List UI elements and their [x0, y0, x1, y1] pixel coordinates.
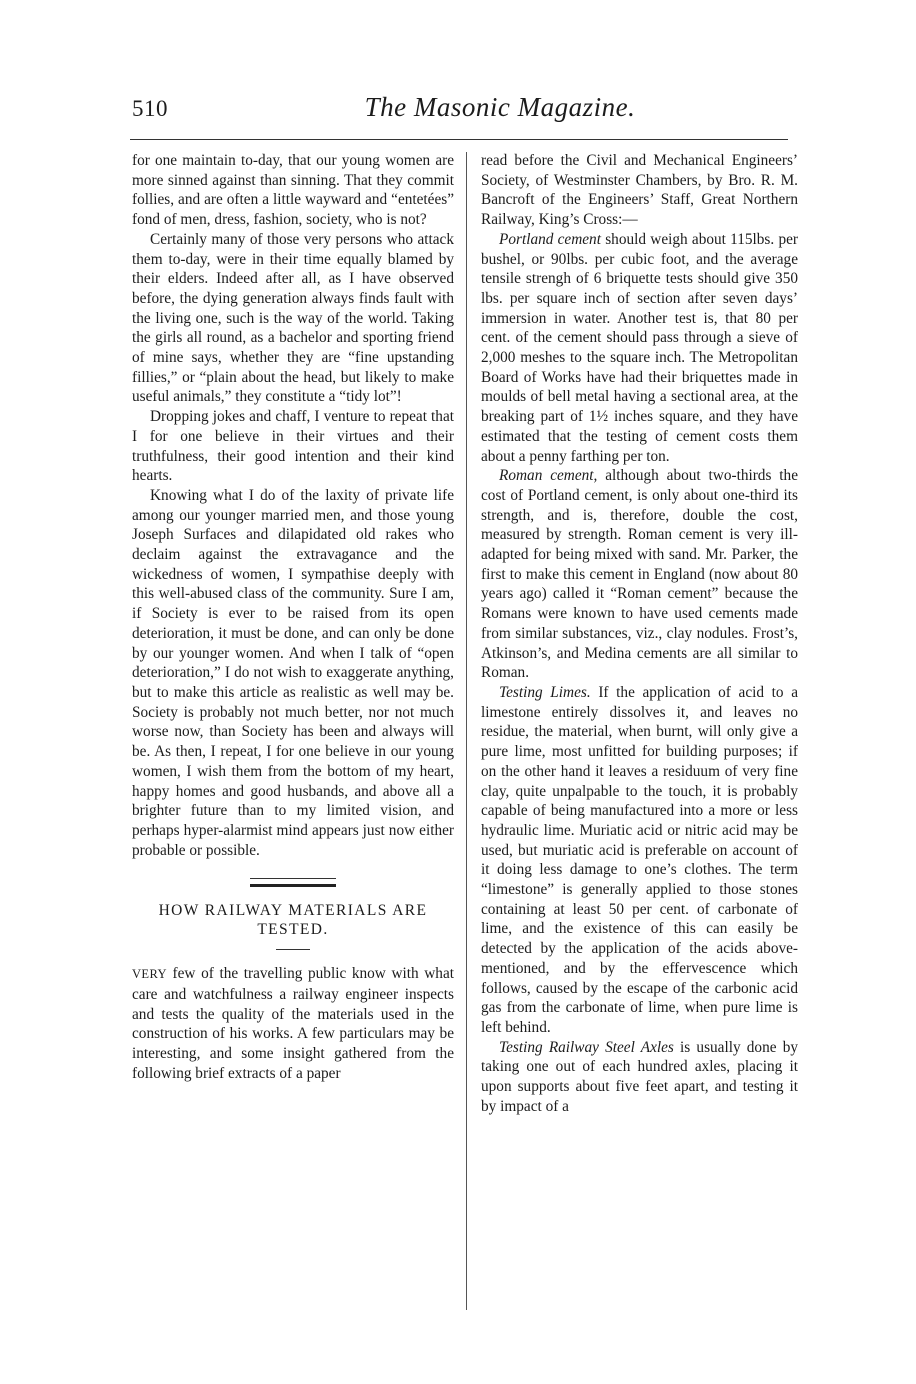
- paragraph: [481, 1038, 798, 1117]
- paragraph: [132, 964, 454, 1083]
- paragraph: [481, 683, 798, 1038]
- paragraph: [481, 466, 798, 683]
- lead-word: VERY: [132, 967, 167, 982]
- title-rule: [276, 949, 310, 950]
- left-column: [132, 151, 454, 1084]
- page-number: 510: [132, 96, 168, 121]
- column-divider: [466, 152, 467, 1310]
- paragraph-text: should weigh about 115lbs. per bushel, or 90lbs. per cubic foot, and the average tensile strengh of 6 briquette tests should give 350 lbs. per square inch of section after seven days’ immersion in water. Another test is, that 80 per cent. of the cement should pass through a sieve of 2,000 meshes to the square inch. The Metropolitan Board of Works have had their briquettes made in moulds of bell metal having a sectional area, at the breaking part of 1½ inches square, and they have estimated that the testing of cement costs them about a penny farthing per ton.: [481, 230, 799, 465]
- ornamental-divider: [250, 878, 336, 887]
- paragraph-text: few of the travelling public know with what care and watchfulness a railway engineer inspects and tests the quality of the materials used in the construction of his works. A few particulars may be interesting, and some insight gathered from the following brief extracts of a paper: [132, 965, 454, 1082]
- paragraph: Certainly many of those very persons who attack them to-day, were in their time equally blamed by their elders. Indeed after all, as I have observed before, the dying generation always finds fault with the living one, such is the way of the world. Taking the girls all round, as a bachelor and sporting friend of mine says, whether they are “fine upstanding fillies,” or “plain about the head, but likely to make useful animals,” they constitute a “tidy lot”!: [132, 230, 454, 406]
- paragraph-text: If the application of acid to a limestone entirely dissolves it, and leaves no residue, the material, when burnt, will only give a pure lime, most unfitted for building purposes; if on the other hand it leaves a residuum of very fine clay, quite unpalpable to the touch, it is probably capable of being manufactured into a more or less hydraulic lime. Muriatic acid or nitric acid may be used, but muriatic acid is preferable on account of it doing less damage to one’s clothes. The term “limestone” is generally applied to those stones containing at least 50 per cent. of carbonate of lime, and the existence of this can easily be detected by the application of the acids above-mentioned, and by the effervescence which follows, caused by the escape of the carbonic acid gas from the carbonate of lime, when pure lime is left behind.: [481, 683, 798, 1036]
- paragraph: [481, 230, 798, 466]
- paragraph: read before the Civil and Mechanical Engineers’ Society, of Westminster Chambers, by Bro. R. M. Bancroft of the Engineers’ Staff, Great Northern Railway, King’s Cross:—: [481, 152, 798, 229]
- paragraph: Knowing what I do of the laxity of private life among our younger married men, and those young Joseph Surfaces and dilapidated old rakes who declaim against the extravagance and the wickedness of women, I sympathise deeply with this well-abused class of the community. Sure I am, if Society is ever to be raised from its open deterioration, it must be done, and can only be done by our younger women. And when I talk of “open deterioration,” I do not wish to exaggerate anything, but to make this article as realistic as well may be. Society is probably not much better, nor not much worse now, than Society has been and always will be. As then, I repeat, I for one believe in our young women, I wish them from the bottom of my heart, happy homes and good husbands, and above all a brighter future than to my limited vision, and perhaps hyper-alarmist mind appears just now either probable or possible.: [132, 486, 454, 859]
- italic-term: Portland cement: [499, 230, 601, 248]
- paragraph: Dropping jokes and chaff, I venture to repeat that I for one believe in their virtues and their truthfulness, their good intention and their kind hearts.: [132, 408, 454, 485]
- running-title: The Masonic Magazine.: [364, 92, 636, 122]
- header-rule: [130, 139, 788, 140]
- article-title-line-2: TESTED.: [257, 921, 329, 939]
- paragraph-text: is usually done by taking one out of each hundred axles, placing it upon supports about five feet apart, and testing it by impact of a: [481, 1038, 798, 1115]
- article-title: [132, 901, 454, 939]
- paragraph-text: although about two-thirds the cost of Portland cement, is only about one-third its strength, and is, therefore, double the cost, measured by strength. Roman cement is very ill-adapted for being mixed with sand. Mr. Parker, the first to make this cement in England (now about 80 years ago) called it “Roman cement” because the Romans were known to have used cements made from similar substances, viz., clay nodules. Frost’s, Atkinson’s, and Medina cements are all similar to Roman.: [481, 467, 798, 682]
- italic-term: Roman cement,: [499, 467, 598, 485]
- article-title-line-1: HOW RAILWAY MATERIALS ARE: [158, 902, 428, 920]
- right-column: [481, 151, 798, 1116]
- paragraph: for one maintain to-day, that our young women are more sinned against than sinning. That they commit follies, and are often a little wayward and “entetées” fond of men, dress, fashion, society, who is not?: [132, 152, 454, 229]
- italic-term: Testing Limes.: [499, 683, 591, 701]
- italic-term: Testing Railway Steel Axles: [499, 1038, 674, 1056]
